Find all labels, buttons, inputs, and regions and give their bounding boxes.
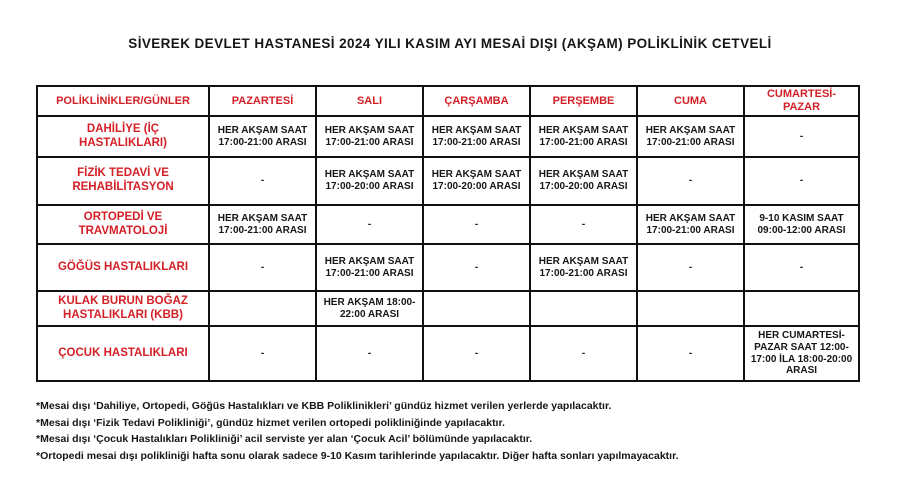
schedule-cell: HER AKŞAM SAAT 17:00-20:00 ARASI xyxy=(423,157,530,205)
table-row xyxy=(37,326,859,381)
schedule-cell: - xyxy=(209,157,316,205)
column-header-wednesday: ÇARŞAMBA xyxy=(423,86,530,116)
footnote-4: *Ortopedi mesai dışı polikliniği hafta sonu olarak sadece 9-10 Kasım tarihlerinde yapılacaktır. Diğer hafta sonları yapılmayacaktır. xyxy=(36,449,679,462)
schedule-cell: - xyxy=(316,205,423,244)
clinic-name: ÇOCUK HASTALIKLARI xyxy=(37,326,209,381)
column-header-thursday: PERŞEMBE xyxy=(530,86,637,116)
column-header-tuesday: SALI xyxy=(316,86,423,116)
schedule-cell: HER AKŞAM 18:00-22:00 ARASI xyxy=(316,291,423,326)
schedule-cell: - xyxy=(744,157,859,205)
schedule-cell: HER AKŞAM SAAT 17:00-21:00 ARASI xyxy=(209,116,316,157)
table-row xyxy=(37,291,859,326)
schedule-cell: - xyxy=(744,116,859,157)
schedule-cell: HER CUMARTESİ-PAZAR SAAT 12:00-17:00 İLA 18:00-20:00 ARASI xyxy=(744,326,859,381)
schedule-table xyxy=(36,85,860,382)
schedule-cell: HER AKŞAM SAAT 17:00-21:00 ARASI xyxy=(530,116,637,157)
footnote-3: *Mesai dışı ‘Çocuk Hastalıkları Polikliniği’ acil serviste yer alan ‘Çocuk Acil’ bölümünde yapılacaktır. xyxy=(36,433,533,446)
schedule-cell: 9-10 KASIM SAAT 09:00-12:00 ARASI xyxy=(744,205,859,244)
schedule-cell: HER AKŞAM SAAT 17:00-21:00 ARASI xyxy=(423,116,530,157)
schedule-cell: HER AKŞAM SAAT 17:00-20:00 ARASI xyxy=(316,157,423,205)
clinic-name: FİZİK TEDAVİ VE REHABİLİTASYON xyxy=(37,157,209,205)
footnote-1: *Mesai dışı ‘Dahiliye, Ortopedi, Göğüs Hastalıkları ve KBB Poliklinikleri’ gündüz hizmet verilen yerlerde yapılacaktır. xyxy=(36,400,612,412)
clinic-name: GÖĞÜS HASTALIKLARI xyxy=(37,244,209,291)
clinic-name: KULAK BURUN BOĞAZ HASTALIKLARI (KBB) xyxy=(37,291,209,326)
footnote-2: *Mesai dışı ‘Fizik Tedavi Polikliniği’, gündüz hizmet verilen ortopedi polikliniğinde yapılacaktır. xyxy=(36,416,505,429)
footnotes xyxy=(36,400,876,467)
schedule-cell: HER AKŞAM SAAT 17:00-21:00 ARASI xyxy=(316,116,423,157)
table-row xyxy=(37,205,859,244)
schedule-cell xyxy=(744,291,859,326)
column-header-monday: PAZARTESİ xyxy=(209,86,316,116)
column-header-clinics: POLİKLİNİKLER/GÜNLER xyxy=(37,86,209,116)
schedule-cell: - xyxy=(209,244,316,291)
column-header-weekend: CUMARTESİ-PAZAR xyxy=(744,86,859,116)
schedule-cell xyxy=(209,291,316,326)
page-title: SİVEREK DEVLET HASTANESİ 2024 YILI KASIM AYI MESAİ DIŞI (AKŞAM) POLİKLİNİK CETVELİ xyxy=(128,36,772,51)
schedule-cell: - xyxy=(530,326,637,381)
clinic-name: DAHİLİYE (İÇ HASTALIKLARI) xyxy=(37,116,209,157)
schedule-cell: HER AKŞAM SAAT 17:00-21:00 ARASI xyxy=(637,205,744,244)
table-row xyxy=(37,157,859,205)
column-header-friday: CUMA xyxy=(637,86,744,116)
header-row xyxy=(37,86,859,116)
schedule-cell: HER AKŞAM SAAT 17:00-21:00 ARASI xyxy=(530,244,637,291)
schedule-cell: HER AKŞAM SAAT 17:00-21:00 ARASI xyxy=(637,116,744,157)
schedule-cell: - xyxy=(423,326,530,381)
schedule-cell: - xyxy=(530,205,637,244)
schedule-cell xyxy=(637,291,744,326)
clinic-name: ORTOPEDİ VE TRAVMATOLOJİ xyxy=(37,205,209,244)
schedule-cell: - xyxy=(423,205,530,244)
schedule-cell: HER AKŞAM SAAT 17:00-20:00 ARASI xyxy=(530,157,637,205)
schedule-cell: - xyxy=(316,326,423,381)
schedule-cell xyxy=(423,291,530,326)
schedule-cell: - xyxy=(209,326,316,381)
schedule-cell: - xyxy=(637,157,744,205)
schedule-cell xyxy=(530,291,637,326)
schedule-cell: HER AKŞAM SAAT 17:00-21:00 ARASI xyxy=(316,244,423,291)
schedule-cell: - xyxy=(423,244,530,291)
schedule-cell: HER AKŞAM SAAT 17:00-21:00 ARASI xyxy=(209,205,316,244)
schedule-cell: - xyxy=(637,326,744,381)
schedule-cell: - xyxy=(637,244,744,291)
table-row xyxy=(37,244,859,291)
table-row xyxy=(37,116,859,157)
schedule-cell: - xyxy=(744,244,859,291)
